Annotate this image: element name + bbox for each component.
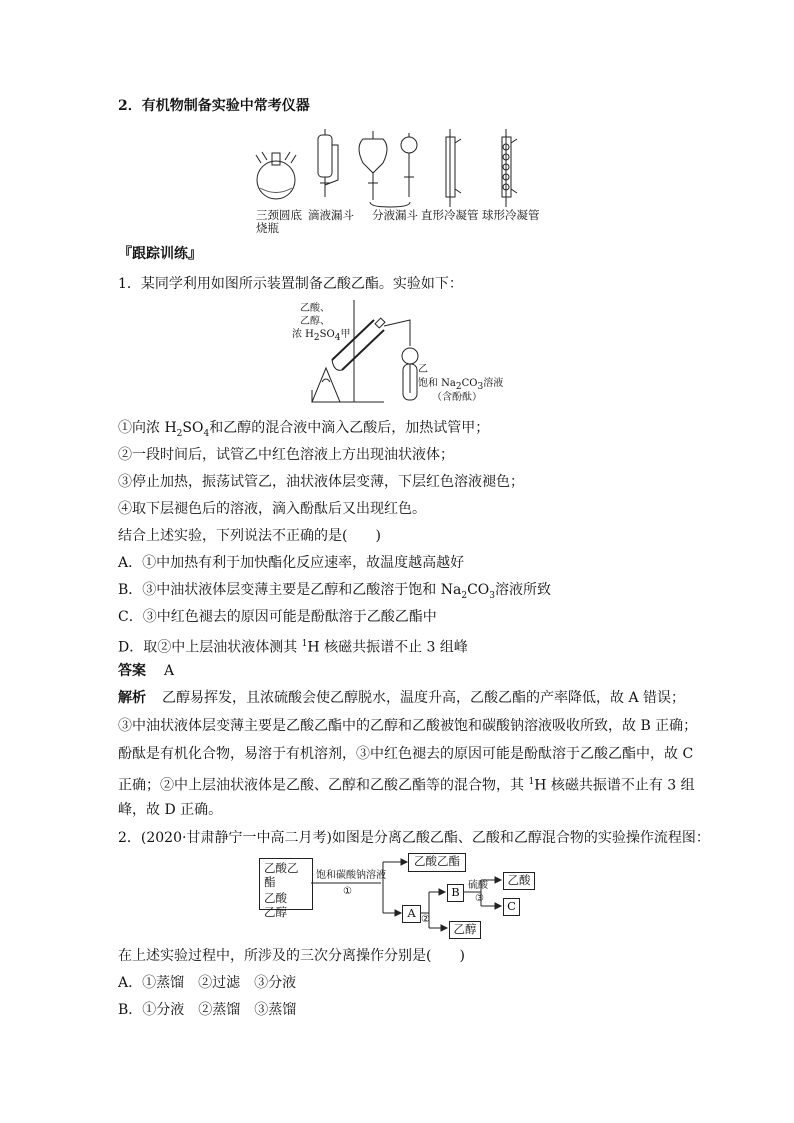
analysis-line [118, 688, 685, 708]
option-sup: 1 [301, 639, 308, 649]
option-text: 溶液所致 [495, 582, 552, 598]
instruments-figure [250, 125, 550, 210]
q1-question: 结合上述实验，下列说法不正确的是( ) [118, 528, 381, 544]
bracket-close: 』 [188, 246, 202, 262]
q2-stem: 2．(2020·甘肃静宁一中高二月考)如图是分离乙酸乙酯、乙酸和乙醇混合物的实验操作流程图： [118, 830, 710, 846]
dropping-funnel-icon [318, 129, 338, 197]
option-text: D．取②中上层油状液体测其 [118, 639, 302, 656]
q1-option-b [118, 580, 551, 606]
reagent-label: 硫酸 [468, 880, 488, 891]
solution-label [418, 378, 503, 393]
step-number: ③ [475, 893, 484, 904]
analysis-text: 正确；②中上层油状液体是乙酸、乙醇和乙酸乙酯等的混合物，其 [118, 777, 529, 794]
analysis-text: 乙醇易挥发，且浓硫酸会使乙醇脱水，温度升高，乙酸乙酯的产率降低，故 A 错误； [162, 690, 686, 706]
separatory-funnel-icon [359, 131, 417, 200]
q1-option-d [118, 634, 468, 658]
step-sub: 4 [203, 428, 210, 439]
box-b: B [447, 884, 464, 902]
q1-step [118, 418, 489, 444]
reagent-label: 乙醇、 [300, 316, 330, 327]
analysis-line: ③中油状液体层变薄主要是乙酸乙酯中的乙醇和乙酸被饱和碳酸钠溶液吸收所致，故 B 正确； [118, 718, 698, 734]
three-neck-flask-icon [256, 152, 296, 199]
reagent-text: 浓 H [292, 329, 314, 340]
solution-text: 饱和 Na [418, 378, 456, 389]
answer-value: A [164, 663, 175, 679]
step-number: ① [343, 886, 352, 897]
reagent-label: 饱和碳酸钠溶液 [316, 870, 386, 881]
step-sub: 2 [176, 428, 183, 439]
instrument-label: 直形冷凝管 [421, 208, 479, 222]
analysis-label: 解析 [118, 690, 146, 706]
indicator-label: （含酚酞） [432, 392, 482, 403]
option-sub: 3 [489, 590, 496, 601]
training-title-text: 跟踪训练 [132, 246, 188, 262]
option-sub: 2 [461, 590, 468, 601]
mixture-box [259, 858, 313, 919]
option-text: CO [467, 582, 490, 598]
instrument-label: 烧瓶 [256, 221, 279, 235]
straight-condenser-icon [446, 129, 461, 207]
reagent-sub: 4 [334, 333, 341, 343]
tube-jia-label: 甲 [340, 329, 351, 340]
acid-box: 乙酸 [503, 872, 535, 890]
step-text: ①向浓 H [118, 420, 177, 436]
analysis-line: 酚酞是有机化合物，易溶于有机溶剂，③中红色褪去的原因可能是酚酞溶于乙酸乙酯中，故 C [118, 746, 694, 762]
instrument-label: 分液漏斗 [372, 208, 418, 222]
option-text: B．③中油状液体层变薄主要是乙醇和乙酸溶于饱和 Na [118, 582, 462, 598]
mixture-item: 乙酸乙酯 [264, 861, 299, 889]
bulb-condenser-icon [502, 129, 517, 207]
step-text: SO [182, 420, 204, 436]
answer-label: 答案 [118, 663, 146, 679]
box-c: C [503, 898, 520, 916]
ester-box: 乙酸乙酯 [408, 853, 466, 872]
q1-step: ②一段时间后，试管乙中红色溶液上方出现油状液体； [118, 447, 454, 463]
section-heading: 2．有机物制备实验中常考仪器 [118, 98, 310, 114]
q1-stem: 1．某同学利用如图所示装置制备乙酸乙酯。实验如下： [118, 276, 463, 292]
bracket-open: 『 [118, 246, 132, 262]
analysis-line [118, 772, 695, 796]
box-a: A [402, 905, 421, 923]
analysis-sup: 1 [528, 777, 535, 787]
q1-step: ③停止加热，振荡试管乙，油状液体层变薄，下层红色溶液褪色； [118, 474, 524, 490]
q1-step: ④取下层褪色后的溶液，滴入酚酞后又出现红色。 [118, 501, 426, 517]
q2-option-b: B．①分液 ②蒸馏 ③蒸馏 [118, 1002, 297, 1018]
analysis-line: 峰，故 D 正确。 [118, 802, 223, 818]
solution-sub: 3 [477, 382, 484, 392]
q1-option-c: C．③中红色褪去的原因可能是酚酞溶于乙酸乙酯中 [118, 609, 437, 625]
training-title [118, 244, 202, 264]
reagent-text: SO [319, 329, 335, 340]
mixture-item: 乙醇 [264, 905, 287, 919]
q2-option-a: A．①蒸馏 ②过滤 ③分液 [118, 975, 297, 991]
reagent-sub: 2 [313, 333, 320, 343]
instrument-label: 三颈圆底 [256, 208, 302, 222]
instrument-label: 滴液漏斗 [308, 208, 354, 222]
mixture-item: 乙酸 [264, 891, 287, 905]
tube-yi-label: 乙 [418, 364, 428, 375]
answer [118, 661, 174, 681]
step-number: ② [421, 914, 430, 925]
solution-text: CO [461, 378, 478, 389]
q2-question: 在上述实验过程中，所涉及的三次分离操作分别是( ) [118, 948, 465, 964]
reagent-label [292, 329, 350, 344]
q1-option-a: A．①中加热有利于加快酯化反应速率，故温度越高越好 [118, 555, 465, 571]
instrument-label: 球形冷凝管 [482, 208, 540, 222]
option-text: H 核磁共振谱不止 3 组峰 [307, 639, 468, 656]
step-text: 和乙醇的混合液中滴入乙酸后，加热试管甲； [209, 420, 490, 436]
solution-text: 溶液 [483, 378, 504, 389]
analysis-text: H 核磁共振谱不止有 3 组 [534, 777, 695, 794]
reagent-label: 乙酸、 [300, 303, 330, 314]
ethanol-box: 乙醇 [449, 921, 481, 939]
solution-sub: 2 [455, 382, 462, 392]
